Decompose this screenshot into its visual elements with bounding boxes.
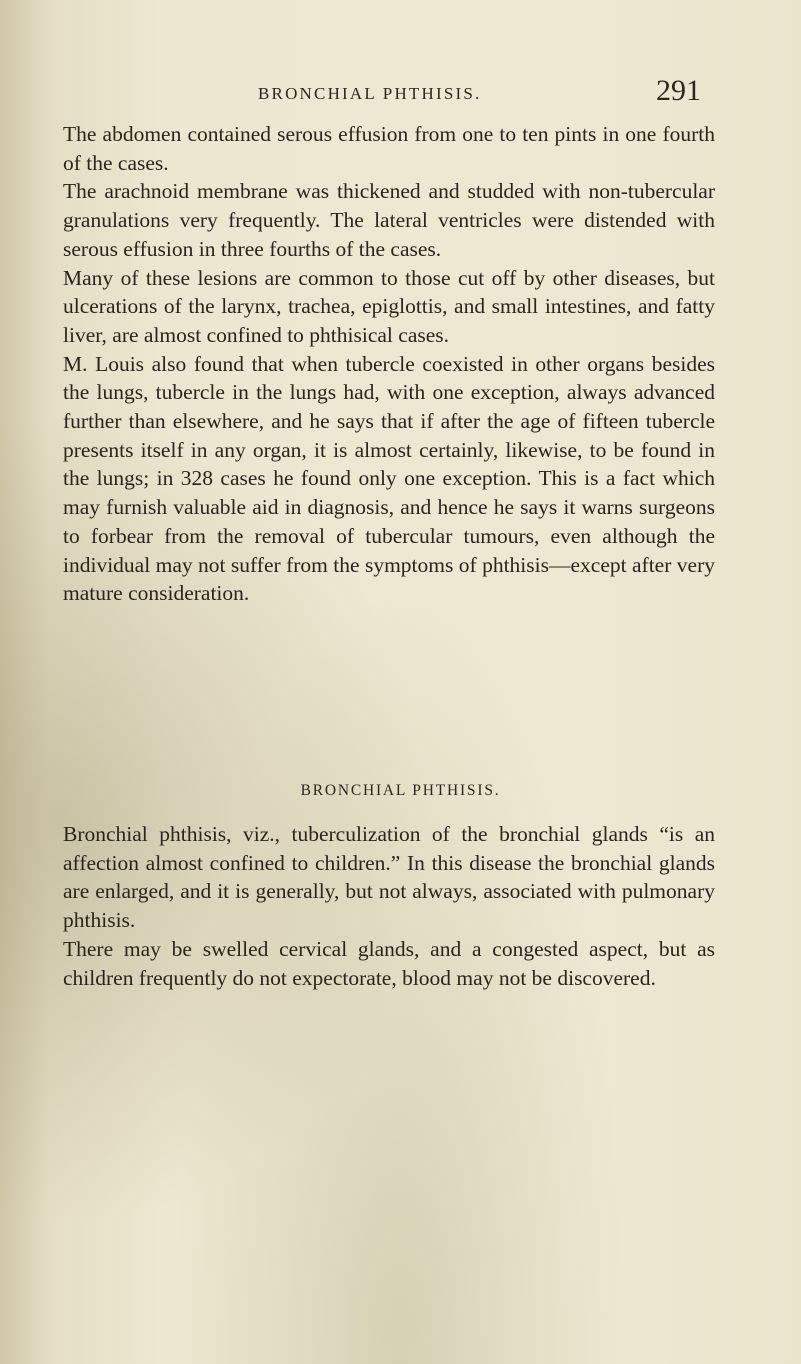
- section-heading: BRONCHIAL PHTHISIS.: [300, 782, 501, 799]
- page-number: 291: [656, 74, 701, 107]
- paragraph: M. Louis also found that when tubercle coexisted in other organs besides the lungs, tubercle in the lungs had, with one exception, always advanced further than elsewhere, and he says that if after the age of fifteen tubercle presents itself in any organ, it is almost certainly, likewise, to be found in the lungs; in 328 cases he found only one exception. This is a fact which may furnish valuable aid in diagnosis, and hence he says it warns surgeons to forbear from the removal of tubercular tumours, even although the individual may not suffer from the symptoms of phthisis—except after very mature consideration.: [63, 351, 715, 606]
- paragraph: There may be swelled cervical glands, and a congested aspect, but as children frequently do not expectorate, blood may not be discovered.: [63, 936, 715, 990]
- paragraph: The abdomen contained serous effusion from one to ten pints in one fourth of the cases.: [63, 122, 715, 175]
- running-head: [0, 74, 801, 114]
- running-title: BRONCHIAL PHTHISIS.: [258, 84, 482, 103]
- section-body-text: [63, 820, 715, 992]
- paragraph: Many of these lesions are common to those cut off by other diseases, but ulcerations of the larynx, trachea, epiglottis, and small intestines, and fatty liver, are almost confined to phthisical cases.: [63, 265, 715, 347]
- paragraph: Bronchial phthisis, viz., tuberculization of the bronchial glands “is an affection almost confined to children.” In this disease the bronchial glands are enlarged, and it is generally, but not always, associated with pulmonary phthisis.: [63, 822, 715, 933]
- body-text: [63, 120, 715, 608]
- paragraph: The arachnoid membrane was thickened and studded with non-tubercular granulations very frequently. The lateral ventricles were distended with serous effusion in three fourths of the cases.: [63, 179, 715, 261]
